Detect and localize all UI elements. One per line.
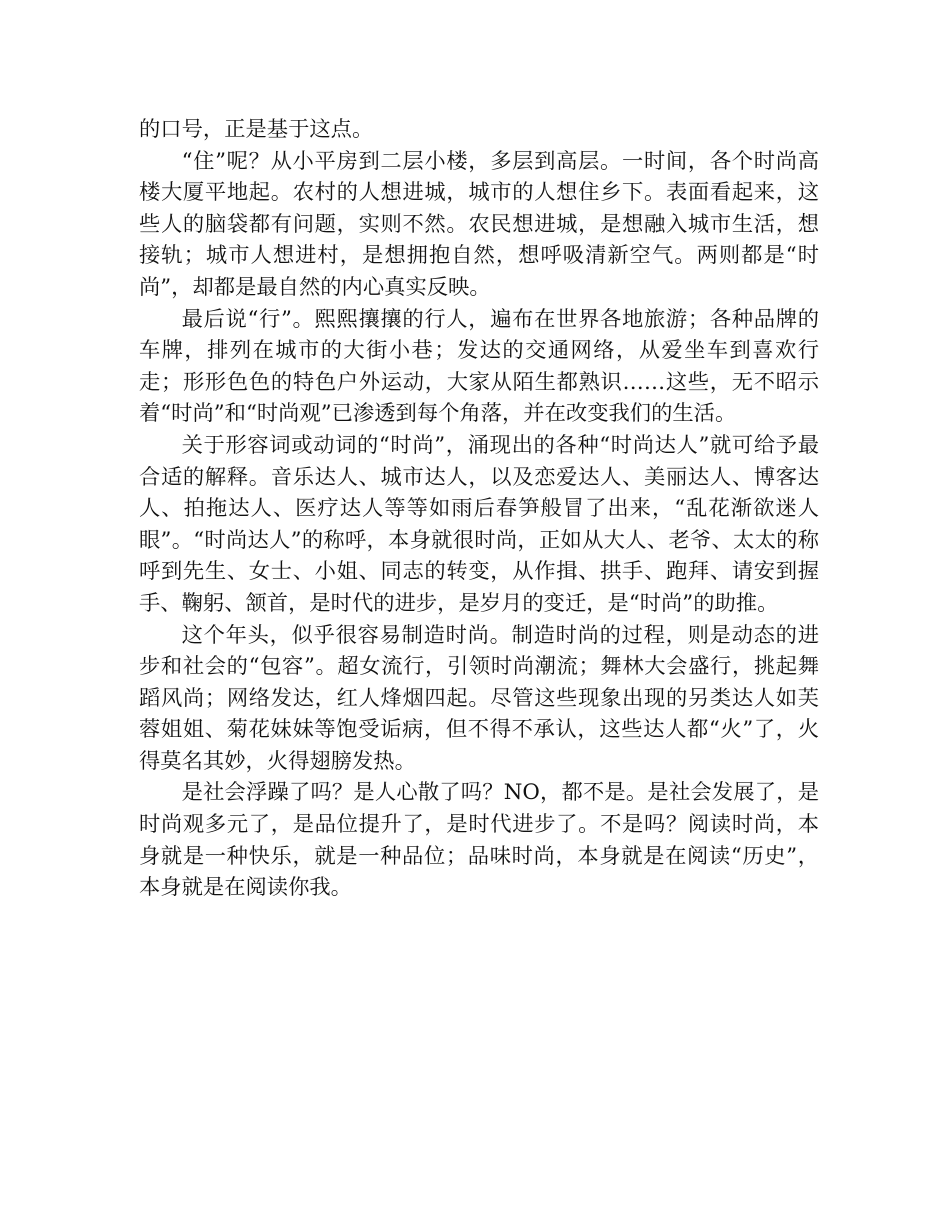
paragraph-continuation: 的口号，正是基于这点。 — [139, 117, 374, 142]
document-body — [139, 114, 819, 904]
paragraph-making-fashion: 这个年头，似乎很容易制造时尚。制造时尚的过程，则是动态的进步和社会的“包容”。超女流行，引领时尚潮流；舞林大会盛行，挑起舞蹈风尚；网络发达，红人烽烟四起。尽管这些现象出现的另类达人如芙蓉姐姐、菊花妹妹等饱受诟病，但不得不承认，这些达人都“火”了，火得莫名其妙，火得翅膀发热。 — [139, 622, 819, 774]
paragraph-fashion-experts: 关于形容词或动词的“时尚”，涌现出的各种“时尚达人”就可给予最合适的解释。音乐达人、城市达人，以及恋爱达人、美丽达人、博客达人、拍拖达人、医疗达人等等如雨后春笋般冒了出来，“乱花渐欲迷人眼”。“时尚达人”的称呼，本身就很时尚，正如从大人、老爷、太太的称呼到先生、女士、小姐、同志的转变，从作揖、拱手、跑拜、请安到握手、鞠躬、颔首，是时代的进步，是岁月的变迁，是“时尚”的助推。 — [139, 432, 819, 616]
paragraph-housing: “住”呢？从小平房到二层小楼，多层到高层。一时间，各个时尚高楼大厦平地起。农村的人想进城，城市的人想住乡下。表面看起来，这些人的脑袋都有问题，实则不然。农民想进城，是想融入城市生活，想接轨；城市人想进村，是想拥抱自然，想呼吸清新空气。两则都是“时尚”，却都是最自然的内心真实反映。 — [139, 148, 819, 300]
paragraph-travel: 最后说“行”。熙熙攘攘的行人，遍布在世界各地旅游；各种品牌的车牌，排列在城市的大街小巷；发达的交通网络，从爱坐车到喜欢行走；形形色色的特色户外运动，大家从陌生都熟识……这些，无不昭示着“时尚”和“时尚观”已渗透到每个角落，并在改变我们的生活。 — [139, 306, 819, 427]
paragraph-conclusion: 是社会浮躁了吗？是人心散了吗？NO，都不是。是社会发展了，是时尚观多元了，是品位提升了，是时代进步了。不是吗？阅读时尚，本身就是一种快乐，就是一种品位；品味时尚，本身就是在阅读“历史”，本身就是在阅读你我。 — [139, 780, 819, 901]
